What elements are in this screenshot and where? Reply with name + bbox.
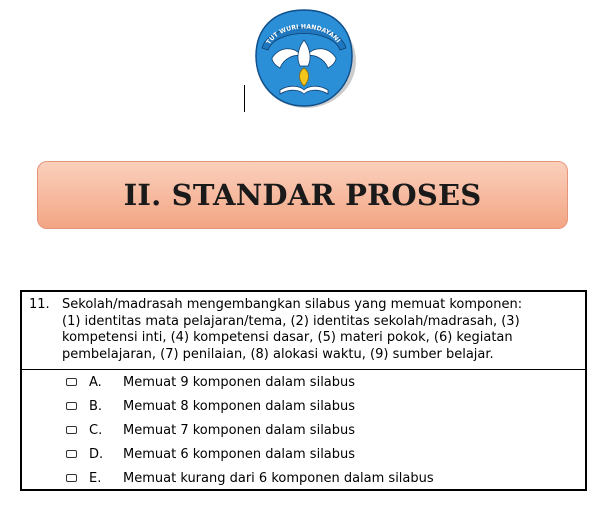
question-line: kompetensi inti, (4) kompetensi dasar, (5) materi pokok, (6) kegiatan xyxy=(62,330,513,345)
answer-option-a[interactable] xyxy=(66,372,355,392)
option-text: Memuat 6 komponen dalam silabus xyxy=(123,446,356,462)
checkbox-icon[interactable] xyxy=(66,426,77,434)
question-line: pembelajaran, (7) penilaian, (8) alokasi waktu, (9) sumber belajar. xyxy=(62,346,494,362)
option-letter: E. xyxy=(89,470,102,486)
option-text: Memuat 7 komponen dalam silabus xyxy=(123,422,356,438)
option-text: Memuat kurang dari 6 komponen dalam silabus xyxy=(123,470,434,486)
logo-emblem-icon xyxy=(250,6,358,110)
question-line: Sekolah/madrasah mengembangkan silabus yang memuat komponen: xyxy=(62,297,523,312)
answer-option-d[interactable] xyxy=(66,444,355,464)
question-line: (1) identitas mata pelajaran/tema, (2) identitas sekolah/madrasah, (3) xyxy=(62,313,520,329)
question-number: 11. xyxy=(29,297,50,312)
question-card xyxy=(20,290,587,491)
option-letter: A. xyxy=(89,374,102,390)
question-header xyxy=(22,292,585,370)
question-text xyxy=(62,297,580,363)
answer-option-c[interactable] xyxy=(66,420,355,440)
section-banner xyxy=(37,161,568,229)
checkbox-icon[interactable] xyxy=(66,378,77,386)
text-cursor xyxy=(244,85,245,112)
answer-option-b[interactable] xyxy=(66,396,355,416)
logo-ribbon-text: TUT WURI HANDAYANI xyxy=(265,23,342,46)
option-letter: C. xyxy=(89,422,103,438)
option-text: Memuat 9 komponen dalam silabus xyxy=(123,374,356,390)
checkbox-icon[interactable] xyxy=(66,450,77,458)
option-letter: B. xyxy=(89,398,103,414)
tut-wuri-handayani-logo xyxy=(250,6,358,110)
checkbox-icon[interactable] xyxy=(66,474,77,482)
section-title: II. STANDAR PROSES xyxy=(123,178,482,212)
option-text: Memuat 8 komponen dalam silabus xyxy=(123,398,356,414)
checkbox-icon[interactable] xyxy=(66,402,77,410)
option-letter: D. xyxy=(89,446,104,462)
answer-option-e[interactable] xyxy=(66,468,434,488)
